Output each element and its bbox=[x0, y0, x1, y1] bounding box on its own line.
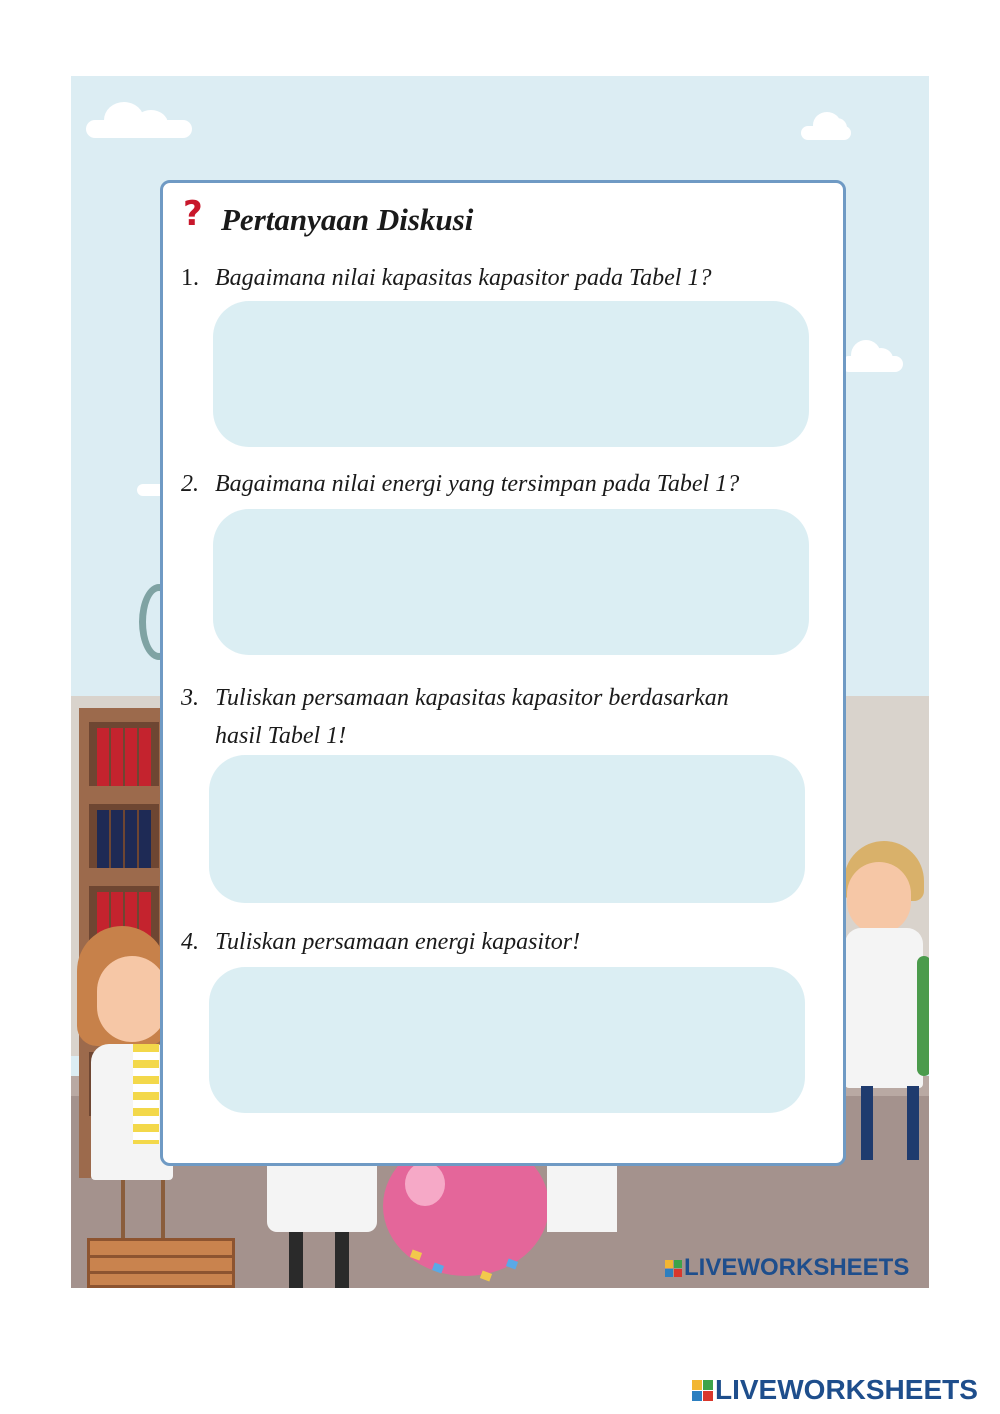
answer-box-4[interactable] bbox=[209, 967, 805, 1113]
answer-box-3[interactable] bbox=[209, 755, 805, 903]
question-mark-icon: ? bbox=[183, 194, 203, 234]
answer-box-2[interactable] bbox=[213, 509, 809, 655]
cloud-decoration bbox=[841, 356, 903, 372]
liveworksheets-logo-icon bbox=[692, 1380, 713, 1401]
question-text: Bagaimana nilai energi yang tersimpan pada Tabel 1? bbox=[215, 471, 740, 497]
cloud-decoration bbox=[801, 126, 851, 140]
footer-logo[interactable] bbox=[692, 1374, 978, 1406]
kid-lab-coat bbox=[267, 1166, 377, 1232]
kid-legs bbox=[289, 1232, 349, 1288]
question-text: Tuliskan persamaan kapasitas kapasitor berdasarkan bbox=[215, 685, 729, 711]
kid-lab-coat bbox=[547, 1166, 617, 1232]
question-1 bbox=[181, 259, 821, 297]
question-number: 2. bbox=[181, 471, 199, 497]
footer-logo-text: LIVEWORKSHEETS bbox=[715, 1374, 978, 1405]
girl-legs bbox=[121, 1180, 165, 1238]
answer-box-1[interactable] bbox=[213, 301, 809, 447]
girl-face bbox=[97, 956, 167, 1042]
question-number: 4. bbox=[181, 929, 199, 955]
question-text: Tuliskan persamaan energi kapasitor! bbox=[215, 929, 581, 955]
cloud-decoration bbox=[86, 120, 192, 138]
boy-face bbox=[847, 862, 911, 934]
discussion-card bbox=[160, 180, 846, 1166]
inner-watermark bbox=[665, 1254, 909, 1282]
question-number: 3. bbox=[181, 685, 199, 711]
liveworksheets-logo-icon bbox=[665, 1260, 682, 1277]
girl-striped-shirt bbox=[133, 1044, 159, 1144]
wooden-crate bbox=[87, 1238, 235, 1288]
card-title: Pertanyaan Diskusi bbox=[221, 202, 474, 237]
question-text: Bagaimana nilai kapasitas kapasitor pada Tabel 1? bbox=[215, 265, 712, 291]
question-4 bbox=[181, 923, 821, 961]
boy-legs bbox=[861, 1086, 919, 1160]
plant-decoration bbox=[917, 956, 929, 1076]
question-3 bbox=[181, 679, 821, 755]
boy-lab-coat bbox=[845, 928, 923, 1088]
inner-watermark-text: LIVEWORKSHEETS bbox=[684, 1254, 910, 1281]
question-number: 1. bbox=[181, 265, 199, 291]
question-text-continuation: hasil Tabel 1! bbox=[215, 723, 347, 749]
question-2 bbox=[181, 465, 821, 503]
